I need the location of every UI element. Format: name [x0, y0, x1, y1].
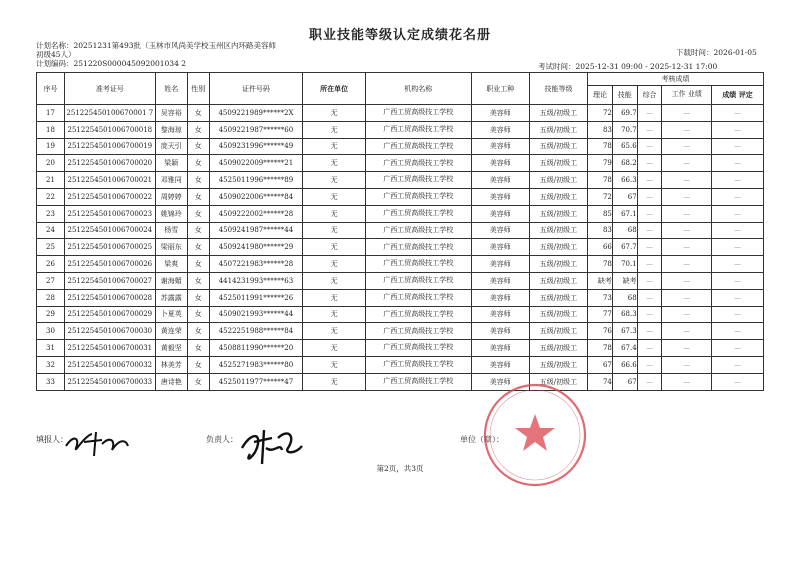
- cell-unit: 无: [303, 188, 366, 205]
- cell-rating: —: [712, 222, 764, 239]
- cell-org: 广西工贸高级技工学校: [365, 105, 471, 122]
- cell-unit: 无: [303, 256, 366, 273]
- cell-id: 4509022009******21: [209, 155, 303, 172]
- cell-theory: 缺考: [588, 272, 613, 289]
- cell-level: 五级/初级工: [529, 256, 587, 273]
- cell-skill: 70.7: [612, 121, 637, 138]
- cell-name: 苏露露: [155, 289, 187, 306]
- cell-level: 五级/初级工: [529, 272, 587, 289]
- table-row: [37, 256, 764, 273]
- cell-job: 美容师: [471, 356, 529, 373]
- table-row: [37, 222, 764, 239]
- cell-level: 五级/初级工: [529, 205, 587, 222]
- cell-name: 周婷婷: [155, 188, 187, 205]
- cell-unit: 无: [303, 356, 366, 373]
- cell-gender: 女: [187, 289, 209, 306]
- col-name: 姓名: [155, 73, 187, 105]
- cell-work: —: [662, 272, 712, 289]
- cell-skill: 67: [612, 373, 637, 390]
- page-indicator: 第2页，共3页: [376, 464, 424, 473]
- cell-overall: —: [637, 306, 662, 323]
- cell-seq: 25: [37, 239, 65, 256]
- cell-unit: 无: [303, 323, 366, 340]
- cell-gender: 女: [187, 121, 209, 138]
- cell-job: 美容师: [471, 306, 529, 323]
- cell-skill: 69.7: [612, 105, 637, 122]
- cell-seq: 23: [37, 205, 65, 222]
- responsible-label: 负责人：: [206, 435, 238, 444]
- col-skill: 技能: [612, 86, 637, 105]
- cell-overall: —: [637, 188, 662, 205]
- cell-theory: 78: [588, 172, 613, 189]
- cell-gender: 女: [187, 306, 209, 323]
- cell-job: 美容师: [471, 340, 529, 357]
- cell-overall: —: [637, 373, 662, 390]
- cell-id: 4509222002******28: [209, 205, 303, 222]
- col-id: 证件号码: [209, 73, 303, 105]
- cell-overall: —: [637, 172, 662, 189]
- cell-seq: 21: [37, 172, 65, 189]
- cell-level: 五级/初级工: [529, 289, 587, 306]
- cell-rating: —: [712, 356, 764, 373]
- cell-seq: 22: [37, 188, 65, 205]
- cell-rating: —: [712, 121, 764, 138]
- cell-level: 五级/初级工: [529, 155, 587, 172]
- cell-unit: 无: [303, 239, 366, 256]
- cell-job: 美容师: [471, 121, 529, 138]
- cell-overall: —: [637, 272, 662, 289]
- cell-rating: —: [712, 105, 764, 122]
- cell-seq: 33: [37, 373, 65, 390]
- cell-org: 广西工贸高级技工学校: [365, 356, 471, 373]
- exam-time: 考试时间：2025-12-31 09:00 - 2025-12-31 17:00: [538, 62, 718, 71]
- cell-work: —: [662, 155, 712, 172]
- cell-job: 美容师: [471, 373, 529, 390]
- cell-id: 4509221989******2X: [209, 105, 303, 122]
- cell-unit: 无: [303, 289, 366, 306]
- cell-rating: —: [712, 306, 764, 323]
- cell-ticket: 2512254501006700027: [65, 272, 156, 289]
- cell-overall: —: [637, 138, 662, 155]
- col-ticket: 准考证号: [65, 73, 156, 105]
- cell-skill: 70.1: [612, 256, 637, 273]
- cell-gender: 女: [187, 239, 209, 256]
- filler-label: 填报人：: [36, 435, 68, 444]
- table-row: [37, 205, 764, 222]
- cell-ticket: 2512254501006700028: [65, 289, 156, 306]
- cell-unit: 无: [303, 172, 366, 189]
- cell-unit: 无: [303, 205, 366, 222]
- cell-rating: —: [712, 172, 764, 189]
- cell-gender: 女: [187, 222, 209, 239]
- cell-work: —: [662, 205, 712, 222]
- cell-id: 4414231993******63: [209, 272, 303, 289]
- cell-skill: 68.3: [612, 306, 637, 323]
- cell-id: 4509021993******44: [209, 306, 303, 323]
- cell-skill: 68: [612, 289, 637, 306]
- cell-org: 广西工贸高级技工学校: [365, 155, 471, 172]
- cell-work: —: [662, 356, 712, 373]
- cell-theory: 83: [588, 222, 613, 239]
- cell-skill: 67.1: [612, 205, 637, 222]
- roster-table: [36, 72, 764, 391]
- table-row: [37, 138, 764, 155]
- col-work: 工作 业绩: [662, 86, 712, 105]
- cell-overall: —: [637, 205, 662, 222]
- cell-rating: —: [712, 256, 764, 273]
- cell-theory: 76: [588, 323, 613, 340]
- table-row: [37, 356, 764, 373]
- table-row: [37, 188, 764, 205]
- cell-rating: —: [712, 188, 764, 205]
- cell-rating: —: [712, 272, 764, 289]
- cell-name: 卜夏英: [155, 306, 187, 323]
- cell-gender: 女: [187, 205, 209, 222]
- cell-overall: —: [637, 155, 662, 172]
- cell-gender: 女: [187, 340, 209, 357]
- cell-level: 五级/初级工: [529, 239, 587, 256]
- cell-theory: 77: [588, 306, 613, 323]
- cell-work: —: [662, 222, 712, 239]
- cell-name: 黄毅坚: [155, 340, 187, 357]
- cell-seq: 30: [37, 323, 65, 340]
- cell-job: 美容师: [471, 172, 529, 189]
- cell-level: 五级/初级工: [529, 340, 587, 357]
- cell-name: 姚锦玲: [155, 205, 187, 222]
- cell-work: —: [662, 306, 712, 323]
- cell-id: 4509022006******84: [209, 188, 303, 205]
- cell-level: 五级/初级工: [529, 188, 587, 205]
- cell-level: 五级/初级工: [529, 105, 587, 122]
- cell-seq: 17: [37, 105, 65, 122]
- cell-ticket: 2512254501006700032: [65, 356, 156, 373]
- cell-skill: 67.3: [612, 323, 637, 340]
- col-seq: 序号: [37, 73, 65, 105]
- cell-gender: 女: [187, 356, 209, 373]
- cell-ticket: 2512254501006700023: [65, 205, 156, 222]
- cell-work: —: [662, 289, 712, 306]
- cell-name: 梁丽东: [155, 239, 187, 256]
- cell-ticket: 2512254501006700024: [65, 222, 156, 239]
- plan-name-line2: 初级45人）: [36, 50, 76, 59]
- col-theory: 理论: [588, 86, 613, 105]
- cell-org: 广西工贸高级技工学校: [365, 222, 471, 239]
- cell-unit: 无: [303, 222, 366, 239]
- cell-name: 吴容裕: [155, 105, 187, 122]
- cell-level: 五级/初级工: [529, 138, 587, 155]
- cell-rating: —: [712, 323, 764, 340]
- cell-work: —: [662, 105, 712, 122]
- cell-gender: 女: [187, 138, 209, 155]
- cell-name: 黎海琼: [155, 121, 187, 138]
- cell-overall: —: [637, 256, 662, 273]
- cell-skill: 68.2: [612, 155, 637, 172]
- plan-name-line1: 计划名称：20251231第493批（玉林市风尚美学校玉州区内环路美容师: [36, 41, 276, 50]
- cell-theory: 67: [588, 356, 613, 373]
- cell-id: 4509241980******29: [209, 239, 303, 256]
- cell-work: —: [662, 121, 712, 138]
- col-score-group: 考核成绩: [588, 73, 764, 86]
- cell-level: 五级/初级工: [529, 306, 587, 323]
- cell-name: 梁颖: [155, 155, 187, 172]
- cell-unit: 无: [303, 272, 366, 289]
- cell-level: 五级/初级工: [529, 172, 587, 189]
- cell-org: 广西工贸高级技工学校: [365, 272, 471, 289]
- cell-gender: 女: [187, 272, 209, 289]
- cell-id: 4525271983******80: [209, 356, 303, 373]
- cell-name: 杨雪: [155, 222, 187, 239]
- cell-id: 4508811990******20: [209, 340, 303, 357]
- cell-theory: 78: [588, 138, 613, 155]
- cell-org: 广西工贸高级技工学校: [365, 121, 471, 138]
- cell-job: 美容师: [471, 222, 529, 239]
- cell-gender: 女: [187, 172, 209, 189]
- cell-name: 唐诗艳: [155, 373, 187, 390]
- cell-theory: 85: [588, 205, 613, 222]
- cell-id: 4509231996******49: [209, 138, 303, 155]
- cell-job: 美容师: [471, 272, 529, 289]
- cell-theory: 73: [588, 289, 613, 306]
- table-row: [37, 323, 764, 340]
- cell-job: 美容师: [471, 105, 529, 122]
- cell-skill: 67: [612, 188, 637, 205]
- cell-unit: 无: [303, 138, 366, 155]
- cell-id: 4509241987******44: [209, 222, 303, 239]
- cell-ticket: 2512254501006700029: [65, 306, 156, 323]
- cell-level: 五级/初级工: [529, 323, 587, 340]
- cell-gender: 女: [187, 373, 209, 390]
- table-row: [37, 340, 764, 357]
- cell-org: 广西工贸高级技工学校: [365, 373, 471, 390]
- table-row: [37, 306, 764, 323]
- cell-seq: 26: [37, 256, 65, 273]
- cell-org: 广西工贸高级技工学校: [365, 172, 471, 189]
- cell-org: 广西工贸高级技工学校: [365, 205, 471, 222]
- cell-job: 美容师: [471, 205, 529, 222]
- cell-overall: —: [637, 121, 662, 138]
- cell-overall: —: [637, 323, 662, 340]
- cell-skill: 67.7: [612, 239, 637, 256]
- cell-unit: 无: [303, 340, 366, 357]
- table-row: [37, 373, 764, 390]
- cell-theory: 79: [588, 155, 613, 172]
- cell-skill: 66.3: [612, 172, 637, 189]
- cell-work: —: [662, 188, 712, 205]
- cell-work: —: [662, 256, 712, 273]
- cell-overall: —: [637, 340, 662, 357]
- cell-gender: 女: [187, 323, 209, 340]
- cell-name: 黄连荣: [155, 323, 187, 340]
- cell-rating: —: [712, 340, 764, 357]
- cell-ticket: 2512254501006700021: [65, 172, 156, 189]
- table-row: [37, 272, 764, 289]
- cell-seq: 32: [37, 356, 65, 373]
- cell-ticket: 2512254501006700026: [65, 256, 156, 273]
- cell-unit: 无: [303, 121, 366, 138]
- cell-seq: 18: [37, 121, 65, 138]
- table-row: [37, 105, 764, 122]
- cell-job: 美容师: [471, 289, 529, 306]
- cell-org: 广西工贸高级技工学校: [365, 188, 471, 205]
- filler-signature: [62, 428, 132, 458]
- cell-seq: 27: [37, 272, 65, 289]
- cell-ticket: 2512254501006700020: [65, 155, 156, 172]
- cell-id: 4525011977******47: [209, 373, 303, 390]
- cell-job: 美容师: [471, 323, 529, 340]
- cell-rating: —: [712, 138, 764, 155]
- cell-name: 邓雅同: [155, 172, 187, 189]
- cell-theory: 78: [588, 340, 613, 357]
- cell-overall: —: [637, 289, 662, 306]
- col-org: 机构名称: [365, 73, 471, 105]
- cell-ticket: 2512254501006700030: [65, 323, 156, 340]
- cell-overall: —: [637, 105, 662, 122]
- cell-id: 4522251988******84: [209, 323, 303, 340]
- cell-gender: 女: [187, 155, 209, 172]
- table-row: [37, 121, 764, 138]
- cell-ticket: 2512254501006700019: [65, 138, 156, 155]
- col-level: 技能等级: [529, 73, 587, 105]
- col-gender: 性别: [187, 73, 209, 105]
- cell-name: 谢海媚: [155, 272, 187, 289]
- table-row: [37, 289, 764, 306]
- cell-org: 广西工贸高级技工学校: [365, 306, 471, 323]
- cell-theory: 83: [588, 121, 613, 138]
- cell-org: 广西工贸高级技工学校: [365, 340, 471, 357]
- cell-work: —: [662, 239, 712, 256]
- table-row: [37, 239, 764, 256]
- cell-skill: 67.4: [612, 340, 637, 357]
- cell-gender: 女: [187, 188, 209, 205]
- cell-rating: —: [712, 155, 764, 172]
- cell-work: —: [662, 340, 712, 357]
- cell-seq: 20: [37, 155, 65, 172]
- cell-unit: 无: [303, 306, 366, 323]
- plan-code: 计划编码：251220S000045092001034 2: [36, 59, 186, 68]
- cell-ticket: 2512254501006700033: [65, 373, 156, 390]
- cell-job: 美容师: [471, 256, 529, 273]
- cell-level: 五级/初级工: [529, 356, 587, 373]
- cell-seq: 24: [37, 222, 65, 239]
- cell-theory: 72: [588, 105, 613, 122]
- cell-id: 4509221987******60: [209, 121, 303, 138]
- cell-name: 梁爽: [155, 256, 187, 273]
- table-row: [37, 172, 764, 189]
- cell-unit: 无: [303, 155, 366, 172]
- cell-unit: 无: [303, 373, 366, 390]
- cell-skill: 65.6: [612, 138, 637, 155]
- cell-seq: 28: [37, 289, 65, 306]
- cell-ticket: 2512254501006700025: [65, 239, 156, 256]
- cell-work: —: [662, 323, 712, 340]
- cell-id: 4507221983******28: [209, 256, 303, 273]
- cell-org: 广西工贸高级技工学校: [365, 138, 471, 155]
- cell-name: 林美芳: [155, 356, 187, 373]
- cell-work: —: [662, 373, 712, 390]
- cell-id: 4525011991******26: [209, 289, 303, 306]
- col-unit: 所在单位: [303, 73, 366, 105]
- cell-skill: 66.6: [612, 356, 637, 373]
- cell-overall: —: [637, 222, 662, 239]
- cell-rating: —: [712, 239, 764, 256]
- col-job: 职业工种: [471, 73, 529, 105]
- cell-org: 广西工贸高级技工学校: [365, 289, 471, 306]
- cell-org: 广西工贸高级技工学校: [365, 239, 471, 256]
- cell-overall: —: [637, 356, 662, 373]
- cell-job: 美容师: [471, 155, 529, 172]
- cell-work: —: [662, 172, 712, 189]
- cell-theory: 72: [588, 188, 613, 205]
- cell-ticket: 2512254501006700018: [65, 121, 156, 138]
- cell-name: 庞天引: [155, 138, 187, 155]
- cell-gender: 女: [187, 256, 209, 273]
- cell-org: 广西工贸高级技工学校: [365, 323, 471, 340]
- cell-gender: 女: [187, 105, 209, 122]
- col-rating: 成绩 评定: [712, 86, 764, 105]
- roster-title: 职业技能等级认定成绩花名册: [308, 28, 491, 43]
- cell-unit: 无: [303, 105, 366, 122]
- cell-theory: 74: [588, 373, 613, 390]
- cell-rating: —: [712, 205, 764, 222]
- cell-rating: —: [712, 289, 764, 306]
- cell-theory: 66: [588, 239, 613, 256]
- cell-ticket: 2512254501006700022: [65, 188, 156, 205]
- cell-level: 五级/初级工: [529, 121, 587, 138]
- cell-overall: —: [637, 239, 662, 256]
- cell-job: 美容师: [471, 239, 529, 256]
- cell-skill: 68: [612, 222, 637, 239]
- cell-level: 五级/初级工: [529, 373, 587, 390]
- cell-rating: —: [712, 373, 764, 390]
- cell-job: 美容师: [471, 188, 529, 205]
- cell-level: 五级/初级工: [529, 222, 587, 239]
- cell-seq: 29: [37, 306, 65, 323]
- cell-seq: 31: [37, 340, 65, 357]
- table-row: [37, 155, 764, 172]
- cell-ticket: 2512254501006700031: [65, 340, 156, 357]
- cell-org: 广西工贸高级技工学校: [365, 256, 471, 273]
- cell-ticket: 251225450100670001 7: [65, 105, 156, 122]
- col-overall: 综合: [637, 86, 662, 105]
- cell-seq: 19: [37, 138, 65, 155]
- download-time: 下载时间：2026-01-05: [676, 48, 757, 57]
- cell-theory: 78: [588, 256, 613, 273]
- cell-id: 4525011996******89: [209, 172, 303, 189]
- unit-seal-label: 单位（章）：: [460, 435, 504, 444]
- cell-skill: 缺考: [612, 272, 637, 289]
- cell-work: —: [662, 138, 712, 155]
- cell-job: 美容师: [471, 138, 529, 155]
